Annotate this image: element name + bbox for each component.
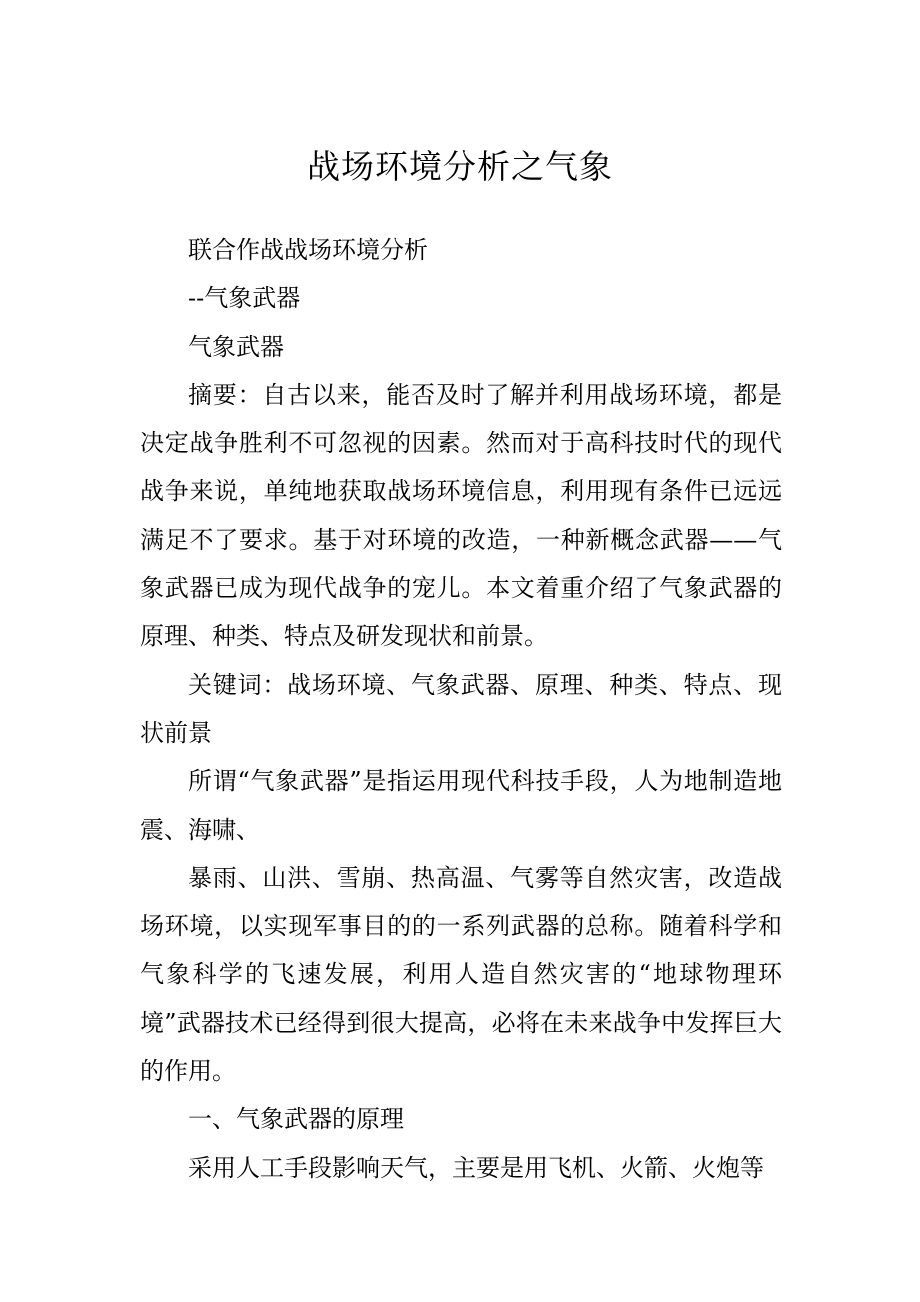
body-paragraph: 所谓“气象武器”是指运用现代科技手段，人为地制造地震、海啸、 <box>140 767 782 844</box>
subtitle-line: 联合作战战场环境分析 <box>188 236 428 264</box>
body-paragraph: 采用人工手段影响天气，主要是用飞机、火箭、火炮等 <box>188 1153 764 1182</box>
document-body <box>140 226 782 1192</box>
abstract-paragraph: 摘要：自古以来，能否及时了解并利用战场环境，都是决定战争胜利不可忽视的因素。然而对于高科技时代的现代战争来说，单纯地获取战场环境信息，利用现有条件已远远满足不了要求。基于对环境的改造，一种新概念武器——气象武器已成为现代战争的宠儿。本文着重介绍了气象武器的原理、种类、特点及研发现状和前景。 <box>140 380 782 651</box>
section-heading: 一、气象武器的原理 <box>188 1105 404 1134</box>
subtitle-line: --气象武器 <box>188 284 301 313</box>
body-paragraph: 暴雨、山洪、雪崩、热高温、气雾等自然灾害，改造战场环境，以实现军事目的的一系列武器的总称。随着科学和气象科学的飞速发展，利用人造自然灾害的“地球物理环境”武器技术已经得到很大提高，必将在未来战争中发挥巨大的作用。 <box>140 863 782 1086</box>
keywords-paragraph: 关键词：战场环境、气象武器、原理、种类、特点、现状前景 <box>140 670 782 747</box>
document-title: 战场环境分析之气象 <box>307 147 613 186</box>
section-label: 气象武器 <box>188 332 284 361</box>
